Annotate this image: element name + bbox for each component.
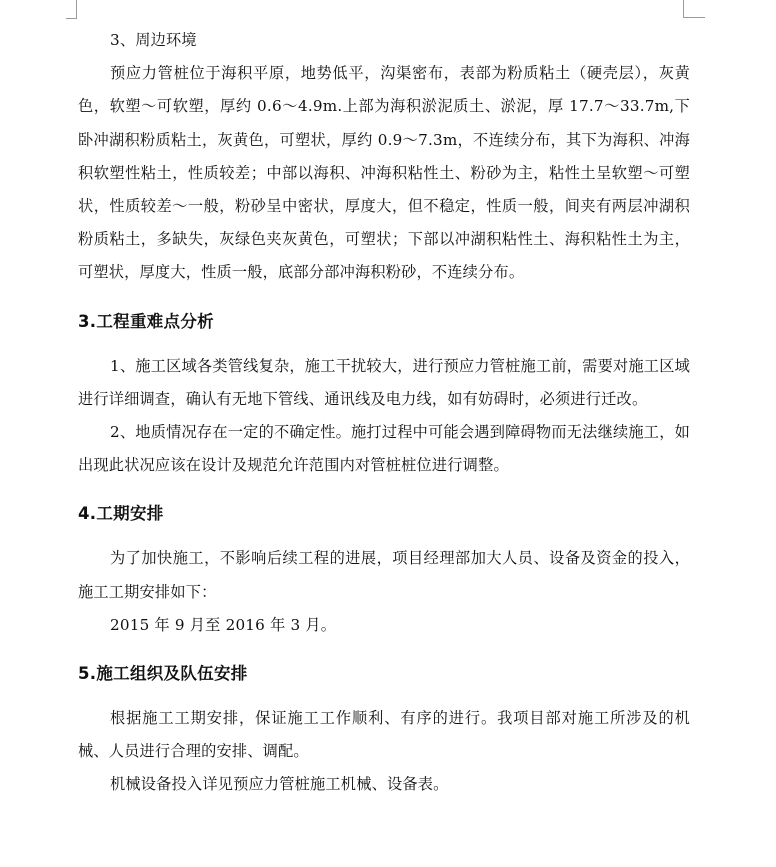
section-heading-4: 4.工期安排: [78, 504, 164, 524]
document-body: [78, 24, 690, 802]
section-heading-5: 5.施工组织及队伍安排: [78, 664, 248, 684]
surroundings-title: 3、周边环境: [110, 31, 197, 49]
page-margin-corner-left: [66, 0, 77, 19]
schedule-paragraph-2: 2015 年 9 月至 2016 年 3 月。: [110, 615, 337, 634]
section-heading-3: 3.工程重难点分析: [78, 311, 214, 331]
difficulty-paragraph-1: 1、施工区域各类管线复杂，施工干扰较大，进行预应力管桩施工前，需要对施工区域进行详细调查，确认有无地下管线、通讯线及电力线，如有妨碍时，必须进行迁改。: [78, 356, 690, 408]
schedule-paragraph-1: 为了加快施工，不影响后续工程的进展，项目经理部加大人员、设备及资金的投入，施工工期安排如下：: [78, 549, 690, 601]
page-margin-corner-right: [683, 0, 705, 18]
organization-paragraph-1: 根据施工工期安排，保证施工工作顺利、有序的进行。我项目部对施工所涉及的机械、人员进行合理的安排、调配。: [78, 709, 690, 761]
surroundings-body: 预应力管桩位于海积平原，地势低平，沟渠密布，表部为粉质粘土（硬壳层），灰黄色，软塑～可软塑，厚约 0.6～4.9m.上部为海积淤泥质土、淤泥，厚 17.7～33.7m,下卧冲湖积粉质粘土，灰黄色，可塑状，厚约 0.9～7.3m，不连续分布，其下为海积、冲海积软塑性粘土，性质较差；中部以海积、冲海积粘性土、粉砂为主，粘性土呈软塑～可塑状，性质较差～一般，粉砂呈中密状，厚度大，但不稳定，性质一般，间夹有两层冲湖积粉质粘土，多缺失，灰绿色夹灰黄色，可塑状；下部以冲湖积粘性土、海积粘性土为主，可塑状，厚度大，性质一般，底部分部冲海积粉砂，不连续分布。: [78, 64, 690, 282]
organization-paragraph-2: 机械设备投入详见预应力管桩施工机械、设备表。: [110, 775, 449, 794]
difficulty-paragraph-2: 2、地质情况存在一定的不确定性。施打过程中可能会遇到障碍物而无法继续施工，如出现此状况应该在设计及规范允许范围内对管桩桩位进行调整。: [78, 423, 690, 475]
